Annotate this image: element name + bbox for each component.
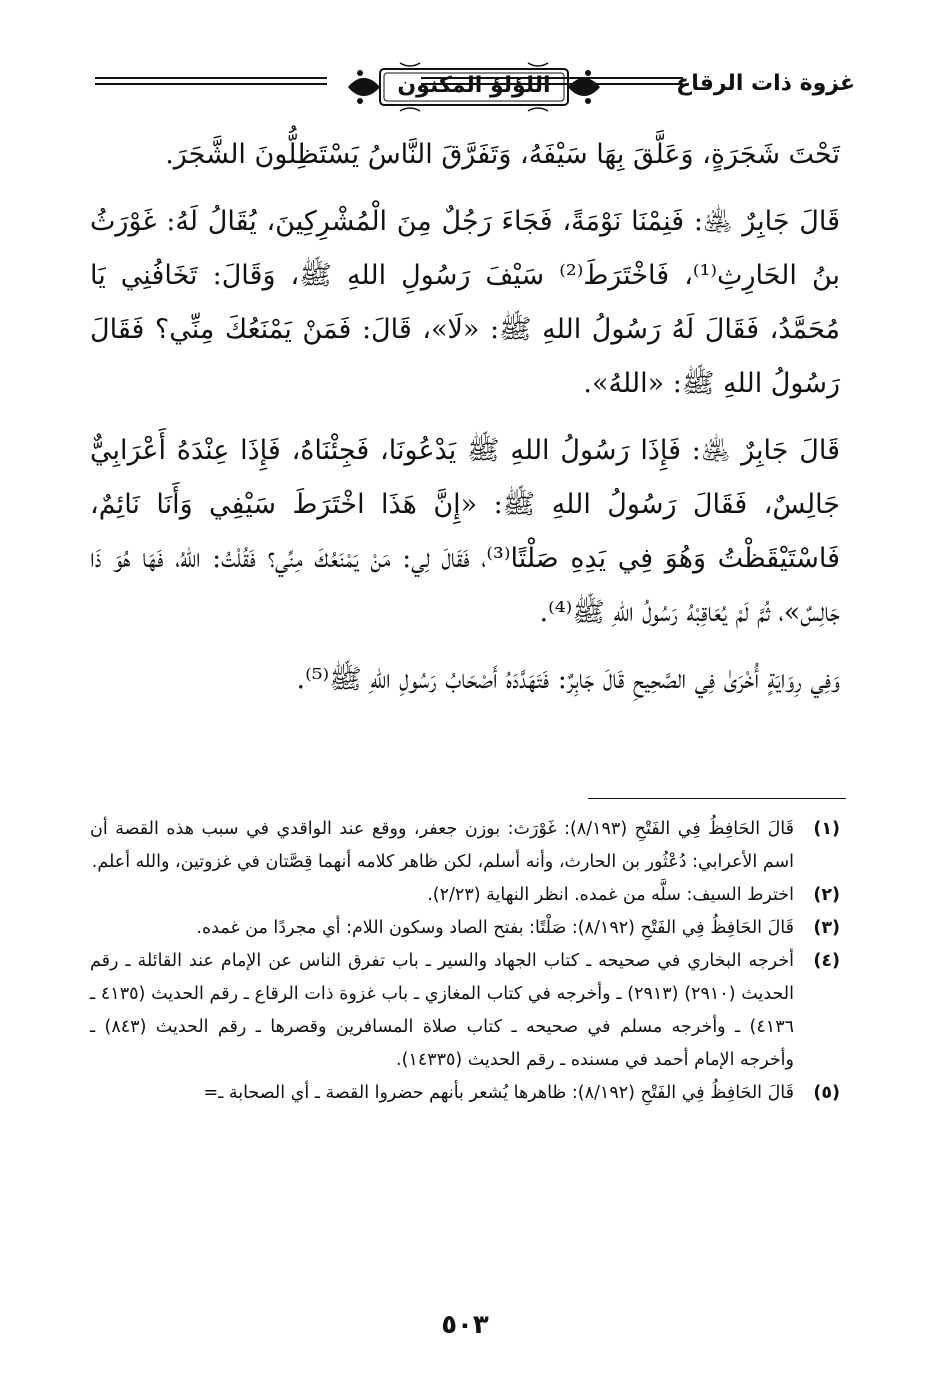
footnote [90, 879, 840, 912]
paragraph: وَفِي رِوَايَةٍ أُخْرَىٰ فِي الصَّحِيحِ قَالَ جَابِرٌ: فَتَهَدَّدَهُ أَصْحَابُ رَسُولِ اللهِ ﷺ⁽⁵⁾. [296, 664, 840, 695]
footnote-number: (١) [813, 819, 840, 839]
book-title-badge [340, 59, 608, 115]
footnote-number: (٢) [813, 885, 840, 905]
footnotes [90, 813, 840, 1110]
paragraph: تَحْتَ شَجَرَةٍ، وَعَلَّقَ بِهَا سَيْفَهُ، وَتَفَرَّقَ النَّاسُ يَسْتَظِلُّونَ الشَّجَرَ. [165, 139, 840, 170]
footnote-number: (٣) [813, 918, 840, 938]
chapter-title: غزوة ذات الرقاع [676, 71, 855, 96]
book-title: اللؤلؤ المكنون [397, 73, 551, 98]
footnote-number: (٤) [813, 951, 840, 971]
running-header [95, 55, 855, 127]
footnote [90, 912, 840, 945]
footnote-text: اخترط السيف: سلَّه من غمده. انظر النهاية (٢/٢٣). [427, 885, 794, 905]
footnote-text: قَالَ الحَافِظُ فِي الفَتْحِ (٨/١٩٣): غَوْرَث: بوزن جعفر، ووقع عند الواقدي في سبب هذه القصة أن اسم الأعرابي: دُعْثُور بن الحارث، وأنه أسلم، لكن ظاهر كلامه أنهما قِصَّتان في غزوتين، والله أعلم. [90, 819, 794, 872]
page-number: ٥٠٣ [441, 1310, 489, 1340]
footnote-text: قَالَ الحَافِظُ فِي الفَتْحِ (٨/١٩٢): ظاهرها يُشعر بأنهم حضروا القصة ـ أي الصحابة ـ= [203, 1083, 794, 1103]
header-rule-left [95, 77, 327, 85]
paragraph: قَالَ جَابِرٌ ﵁: فَإِذَا رَسُولُ اللهِ ﷺ يَدْعُونَا، فَجِئْنَاهُ، فَإِذَا عِنْدَهُ أَعْرَابِيٌّ جَالِسٌ، فَقَالَ رَسُولُ اللهِ ﷺ: «إِنَّ هَذَا اخْتَرَطَ سَيْفِي وَأَنَا نَائِمٌ، فَاسْتَيْقَظْتُ وَهُوَ فِي يَدِهِ صَلْتًا⁽³⁾، فَقَالَ لِي: مَنْ يَمْنَعُكَ مِنِّي؟ فَقُلْتُ: اللهُ، فَهَا هُوَ ذَا جَالِسٌ»، ثُمَّ لَمْ يُعَاقِبْهُ رَسُولُ اللهِ ﷺ⁽⁴⁾. [90, 435, 840, 628]
main-text [90, 128, 840, 720]
footnote [90, 945, 840, 1077]
footnote [90, 813, 840, 879]
footnote-text: أخرجه البخاري في صحيحه ـ كتاب الجهاد والسير ـ باب تفرق الناس عن الإمام عند القائلة ـ رقم الحديث (٢٩١٠) (٢٩١٣) ـ وأخرجه في كتاب المغازي ـ باب غزوة ذات الرقاع ـ رقم الحديث (٤١٣٥ ـ ٤١٣٦) ـ وأخرجه مسلم في صحيحه ـ كتاب صلاة المسافرين وقصرها ـ رقم الحديث (٨٤٣) ـ وأخرجه الإمام أحمد في مسنده ـ رقم الحديث (١٤٣٣٥). [90, 951, 794, 1070]
paragraph: قَالَ جَابِرٌ ﵁: فَنِمْنَا نَوْمَةً، فَجَاءَ رَجُلٌ مِنَ الْمُشْرِكِينَ، يُقَالُ لَهُ: غَوْرَثُ بنُ الحَارِثِ⁽¹⁾، فَاخْتَرَطَ⁽²⁾ سَيْفَ رَسُولِ اللهِ ﷺ، وَقَالَ: تَخَافُنِي يَا مُحَمَّدُ، فَقَالَ لَهُ رَسُولُ اللهِ ﷺ: «لَا»، قَالَ: فَمَنْ يَمْنَعُكَ مِنِّي؟ فَقَالَ رَسُولُ اللهِ ﷺ: «اللهُ». [90, 206, 841, 399]
footnote-separator [588, 798, 846, 799]
footnote-text: قَالَ الحَافِظُ فِي الفَتْحِ (٨/١٩٢): صَلْتًا: بفتح الصاد وسكون اللام: أي مجردًا من غمده. [196, 918, 794, 938]
footnote-number: (٥) [813, 1083, 840, 1103]
footnote [90, 1077, 840, 1110]
